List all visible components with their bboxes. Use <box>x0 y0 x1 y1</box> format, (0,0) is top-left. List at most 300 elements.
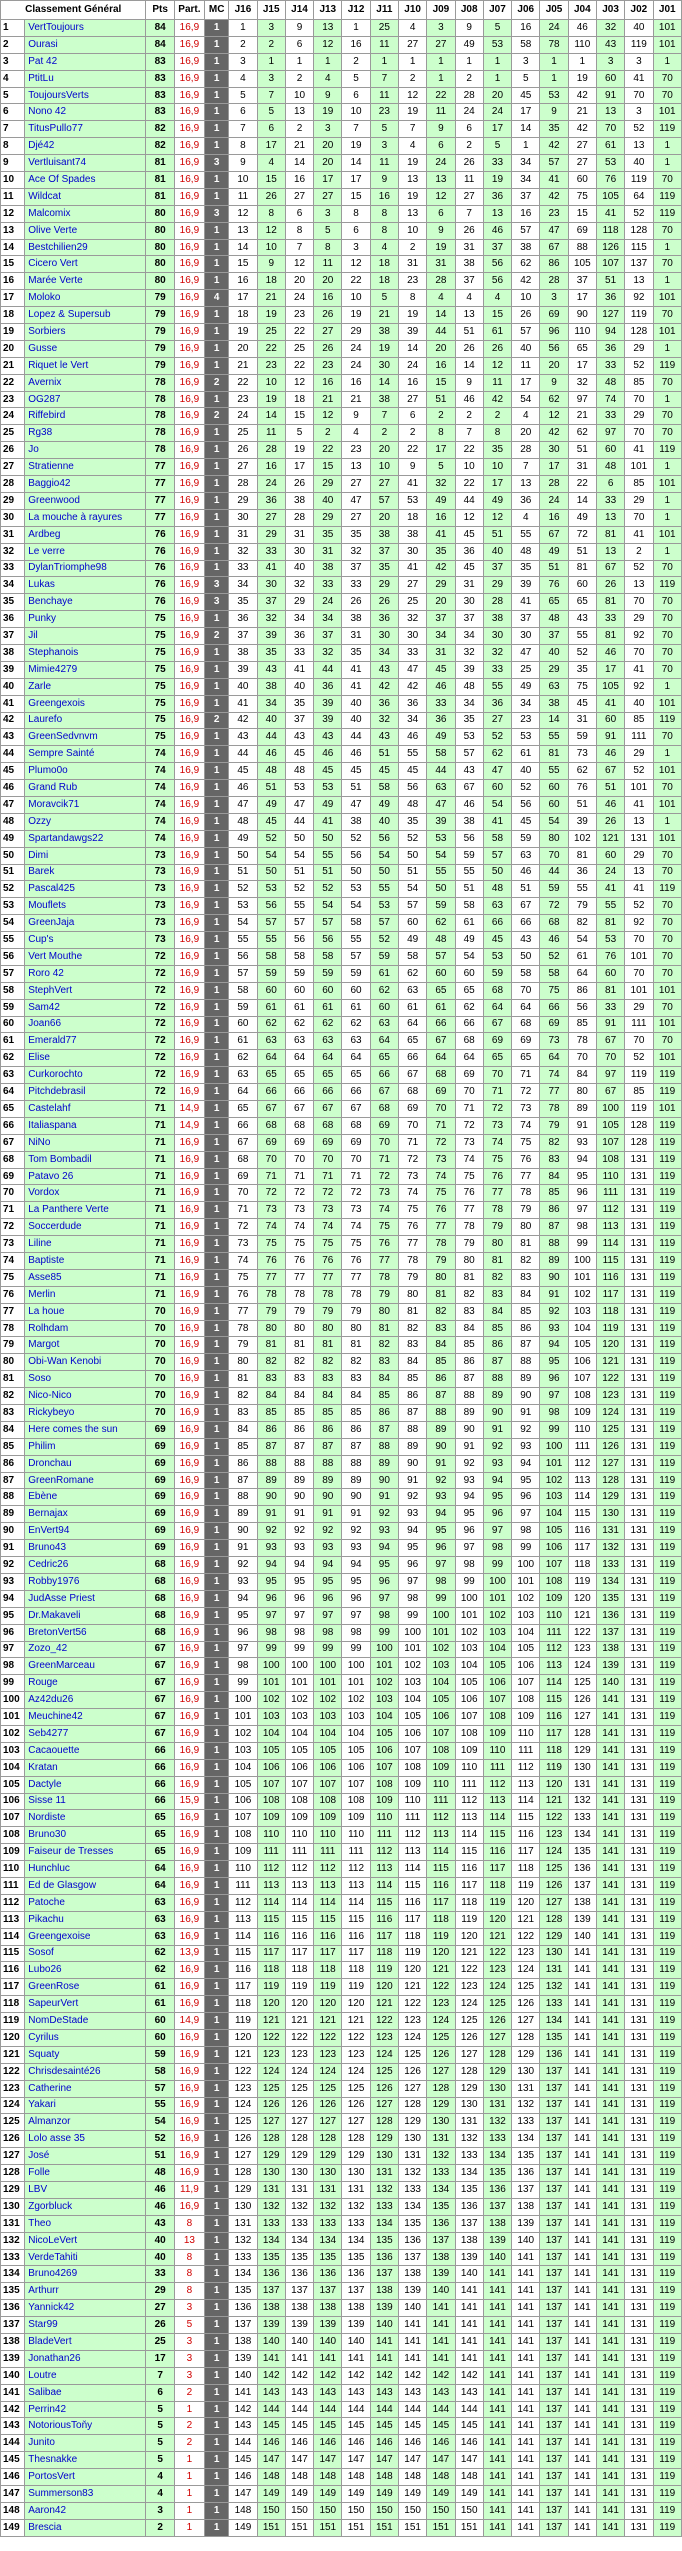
round-rank-cell: 124 <box>342 2063 370 2080</box>
round-rank-cell: 100 <box>455 1590 483 1607</box>
rank-cell: 106 <box>1 1793 25 1810</box>
table-row <box>1 864 682 881</box>
round-rank-cell: 82 <box>483 1269 511 1286</box>
round-rank-cell: 137 <box>540 2080 568 2097</box>
round-rank-cell: 124 <box>596 1405 624 1422</box>
round-rank-cell: 119 <box>653 188 681 205</box>
round-rank-cell: 82 <box>342 1354 370 1371</box>
round-rank-cell: 79 <box>398 1269 426 1286</box>
rank-cell: 33 <box>1 560 25 577</box>
round-rank-cell: 136 <box>455 2198 483 2215</box>
table-row <box>1 2469 682 2486</box>
round-rank-cell: 93 <box>398 1506 426 1523</box>
participation-cell: 16,9 <box>174 999 204 1016</box>
round-rank-cell: 10 <box>257 374 285 391</box>
round-rank-cell: 89 <box>370 1455 398 1472</box>
round-rank-cell: 120 <box>512 1894 540 1911</box>
round-rank-cell: 119 <box>653 1962 681 1979</box>
round-rank-cell: 14 <box>427 307 455 324</box>
round-rank-cell: 105 <box>455 1675 483 1692</box>
round-rank-cell: 115 <box>455 1844 483 1861</box>
round-rank-cell: 98 <box>229 1658 257 1675</box>
round-rank-cell: 137 <box>540 2519 568 2536</box>
round-rank-cell: 20 <box>370 442 398 459</box>
round-rank-cell: 22 <box>568 476 596 493</box>
round-rank-cell: 55 <box>229 932 257 949</box>
round-rank-cell: 104 <box>285 1725 313 1742</box>
round-rank-cell: 72 <box>568 526 596 543</box>
participation-cell: 16,9 <box>174 2080 204 2097</box>
round-rank-cell: 35 <box>455 712 483 729</box>
round-rank-cell: 116 <box>342 1928 370 1945</box>
player-name-cell: Bruno30 <box>25 1827 146 1844</box>
table-row <box>1 2148 682 2165</box>
round-rank-cell: 8 <box>398 290 426 307</box>
mc-cell: 1 <box>205 1421 229 1438</box>
round-rank-cell: 119 <box>625 172 653 189</box>
round-rank-cell: 31 <box>342 628 370 645</box>
participation-cell: 16,9 <box>174 36 204 53</box>
mc-cell: 1 <box>205 1320 229 1337</box>
table-row <box>1 2029 682 2046</box>
round-rank-cell: 68 <box>229 1151 257 1168</box>
round-rank-cell: 132 <box>370 2182 398 2199</box>
round-rank-cell: 128 <box>540 1911 568 1928</box>
round-rank-cell: 107 <box>427 1725 455 1742</box>
participation-cell: 15,9 <box>174 1793 204 1810</box>
round-rank-cell: 132 <box>427 2148 455 2165</box>
round-rank-cell: 6 <box>285 36 313 53</box>
round-rank-cell: 68 <box>257 1117 285 1134</box>
round-rank-cell: 90 <box>398 1455 426 1472</box>
round-rank-cell: 1 <box>653 509 681 526</box>
points-cell: 72 <box>146 982 174 999</box>
round-rank-cell: 125 <box>342 2080 370 2097</box>
round-rank-cell: 142 <box>398 2367 426 2384</box>
round-rank-cell: 94 <box>314 1557 342 1574</box>
round-rank-cell: 42 <box>483 391 511 408</box>
mc-cell: 3 <box>205 594 229 611</box>
header-row <box>1 1 682 20</box>
round-rank-cell: 90 <box>370 1472 398 1489</box>
round-rank-cell: 20 <box>427 340 455 357</box>
round-rank-cell: 55 <box>568 881 596 898</box>
round-rank-cell: 70 <box>653 374 681 391</box>
round-rank-cell: 101 <box>653 982 681 999</box>
round-rank-cell: 9 <box>257 256 285 273</box>
round-rank-cell: 104 <box>398 1692 426 1709</box>
round-rank-cell: 29 <box>314 476 342 493</box>
round-rank-cell: 133 <box>455 2148 483 2165</box>
round-rank-cell: 49 <box>512 678 540 695</box>
round-rank-cell: 33 <box>483 155 511 172</box>
round-rank-cell: 137 <box>540 2165 568 2182</box>
round-rank-cell: 33 <box>314 577 342 594</box>
points-cell: 71 <box>146 1117 174 1134</box>
round-rank-cell: 91 <box>540 1286 568 1303</box>
rank-cell: 51 <box>1 864 25 881</box>
round-rank-cell: 31 <box>285 526 313 543</box>
rank-cell: 82 <box>1 1388 25 1405</box>
round-rank-cell: 45 <box>229 763 257 780</box>
rank-cell: 19 <box>1 324 25 341</box>
round-rank-cell: 37 <box>427 611 455 628</box>
round-rank-cell: 131 <box>483 2097 511 2114</box>
round-rank-cell: 17 <box>427 442 455 459</box>
round-rank-cell: 103 <box>568 1303 596 1320</box>
round-rank-cell: 13 <box>285 104 313 121</box>
round-rank-cell: 94 <box>398 1523 426 1540</box>
round-rank-cell: 139 <box>370 2300 398 2317</box>
round-rank-cell: 95 <box>314 1573 342 1590</box>
round-rank-cell: 16 <box>370 188 398 205</box>
round-rank-cell: 66 <box>229 1117 257 1134</box>
round-rank-cell: 70 <box>653 594 681 611</box>
round-rank-cell: 19 <box>342 307 370 324</box>
round-rank-cell: 81 <box>257 1337 285 1354</box>
mc-cell: 1 <box>205 1371 229 1388</box>
round-rank-cell: 67 <box>596 1033 624 1050</box>
round-rank-cell: 34 <box>455 628 483 645</box>
participation-cell: 16,9 <box>174 374 204 391</box>
round-rank-cell: 31 <box>398 256 426 273</box>
round-rank-cell: 119 <box>653 1709 681 1726</box>
round-rank-cell: 94 <box>455 1489 483 1506</box>
round-rank-cell: 80 <box>285 1320 313 1337</box>
round-rank-cell: 74 <box>512 1117 540 1134</box>
round-rank-cell: 82 <box>398 1320 426 1337</box>
round-rank-cell: 129 <box>427 2097 455 2114</box>
participation-cell: 16,9 <box>174 1861 204 1878</box>
round-rank-cell: 13 <box>427 172 455 189</box>
round-rank-cell: 96 <box>540 324 568 341</box>
round-rank-cell: 149 <box>257 2486 285 2503</box>
round-rank-cell: 131 <box>625 1523 653 1540</box>
round-rank-cell: 70 <box>370 1134 398 1151</box>
round-rank-cell: 76 <box>512 1151 540 1168</box>
round-rank-cell: 92 <box>512 1421 540 1438</box>
round-rank-cell: 101 <box>455 1607 483 1624</box>
round-rank-cell: 19 <box>257 307 285 324</box>
round-rank-cell: 30 <box>370 628 398 645</box>
round-rank-cell: 114 <box>512 1793 540 1810</box>
round-rank-cell: 69 <box>540 1016 568 1033</box>
participation-cell: 16,9 <box>174 915 204 932</box>
round-rank-cell: 3 <box>540 290 568 307</box>
rank-cell: 140 <box>1 2367 25 2384</box>
round-rank-cell: 100 <box>483 1573 511 1590</box>
points-cell: 75 <box>146 695 174 712</box>
round-rank-cell: 103 <box>455 1641 483 1658</box>
table-row <box>1 847 682 864</box>
round-rank-cell: 11 <box>229 188 257 205</box>
round-rank-cell: 137 <box>398 2249 426 2266</box>
round-rank-cell: 62 <box>229 1050 257 1067</box>
round-rank-cell: 107 <box>540 1557 568 1574</box>
round-rank-cell: 141 <box>483 2384 511 2401</box>
player-name-cell: Ace Of Spades <box>25 172 146 189</box>
round-rank-cell: 95 <box>285 1573 313 1590</box>
round-rank-cell: 131 <box>625 2249 653 2266</box>
round-rank-cell: 66 <box>398 1050 426 1067</box>
round-rank-cell: 112 <box>285 1861 313 1878</box>
round-rank-cell: 137 <box>455 2215 483 2232</box>
round-rank-cell: 105 <box>596 678 624 695</box>
rank-cell: 121 <box>1 2046 25 2063</box>
round-rank-cell: 138 <box>596 1641 624 1658</box>
table-row <box>1 273 682 290</box>
round-rank-cell: 38 <box>314 560 342 577</box>
table-row <box>1 543 682 560</box>
table-row <box>1 307 682 324</box>
round-rank-cell: 106 <box>427 1709 455 1726</box>
round-rank-cell: 116 <box>285 1928 313 1945</box>
round-rank-cell: 31 <box>455 577 483 594</box>
round-rank-cell: 132 <box>257 2198 285 2215</box>
round-rank-cell: 30 <box>229 509 257 526</box>
participation-cell: 16,9 <box>174 1016 204 1033</box>
round-rank-cell: 21 <box>314 391 342 408</box>
round-rank-cell: 78 <box>512 1185 540 1202</box>
rank-cell: 134 <box>1 2266 25 2283</box>
round-rank-cell: 23 <box>257 357 285 374</box>
round-rank-cell: 106 <box>370 1742 398 1759</box>
round-rank-cell: 32 <box>370 712 398 729</box>
round-rank-cell: 49 <box>257 796 285 813</box>
points-cell: 74 <box>146 796 174 813</box>
round-rank-cell: 131 <box>625 1489 653 1506</box>
round-rank-cell: 67 <box>540 239 568 256</box>
round-rank-cell: 4 <box>427 290 455 307</box>
rank-cell: 142 <box>1 2401 25 2418</box>
points-cell: 40 <box>146 2232 174 2249</box>
round-rank-cell: 141 <box>596 2469 624 2486</box>
round-rank-cell: 64 <box>342 1050 370 1067</box>
round-rank-cell: 102 <box>257 1692 285 1709</box>
round-rank-cell: 141 <box>568 2502 596 2519</box>
round-rank-cell: 34 <box>398 712 426 729</box>
round-rank-cell: 65 <box>427 982 455 999</box>
round-rank-cell: 4 <box>370 239 398 256</box>
round-rank-cell: 47 <box>342 492 370 509</box>
round-rank-cell: 60 <box>370 999 398 1016</box>
round-rank-cell: 36 <box>229 611 257 628</box>
player-name-cell: Squaty <box>25 2046 146 2063</box>
round-rank-cell: 125 <box>427 2029 455 2046</box>
round-rank-cell: 58 <box>257 948 285 965</box>
points-cell: 70 <box>146 1303 174 1320</box>
rank-cell: 102 <box>1 1725 25 1742</box>
round-rank-cell: 13 <box>512 476 540 493</box>
round-rank-cell: 101 <box>229 1709 257 1726</box>
mc-cell: 1 <box>205 2469 229 2486</box>
rank-cell: 127 <box>1 2148 25 2165</box>
round-rank-cell: 81 <box>596 594 624 611</box>
round-rank-cell: 64 <box>398 1016 426 1033</box>
mc-cell: 1 <box>205 1134 229 1151</box>
round-rank-cell: 25 <box>229 425 257 442</box>
round-rank-cell: 75 <box>370 1219 398 1236</box>
round-rank-cell: 130 <box>568 1759 596 1776</box>
round-rank-cell: 1 <box>653 155 681 172</box>
round-rank-cell: 119 <box>653 1337 681 1354</box>
round-rank-cell: 51 <box>455 881 483 898</box>
round-rank-cell: 119 <box>653 2063 681 2080</box>
round-rank-cell: 126 <box>596 1438 624 1455</box>
round-rank-cell: 51 <box>568 442 596 459</box>
round-rank-cell: 59 <box>257 965 285 982</box>
round-rank-cell: 13 <box>625 273 653 290</box>
round-rank-cell: 134 <box>398 2198 426 2215</box>
round-rank-cell: 58 <box>398 948 426 965</box>
round-rank-cell: 28 <box>512 442 540 459</box>
player-name-cell: La mouche à rayures <box>25 509 146 526</box>
round-rank-cell: 47 <box>512 644 540 661</box>
round-rank-cell: 76 <box>314 1253 342 1270</box>
round-rank-cell: 147 <box>455 2452 483 2469</box>
round-rank-cell: 70 <box>285 1151 313 1168</box>
round-rank-cell: 131 <box>625 1877 653 1894</box>
round-rank-cell: 72 <box>257 1185 285 1202</box>
mc-cell: 1 <box>205 1844 229 1861</box>
round-rank-cell: 42 <box>540 138 568 155</box>
round-rank-cell: 67 <box>314 1101 342 1118</box>
round-rank-cell: 104 <box>370 1709 398 1726</box>
round-rank-cell: 32 <box>314 644 342 661</box>
round-rank-cell: 16 <box>314 374 342 391</box>
round-rank-cell: 8 <box>370 205 398 222</box>
round-rank-cell: 100 <box>596 1101 624 1118</box>
participation-cell: 16,9 <box>174 1911 204 1928</box>
participation-cell: 16,9 <box>174 340 204 357</box>
round-rank-cell: 70 <box>653 965 681 982</box>
player-name-cell: BladeVert <box>25 2334 146 2351</box>
round-rank-cell: 88 <box>370 1438 398 1455</box>
round-rank-cell: 137 <box>540 2502 568 2519</box>
player-name-cell: Rouge <box>25 1675 146 1692</box>
round-rank-cell: 130 <box>512 2063 540 2080</box>
rank-cell: 36 <box>1 611 25 628</box>
round-rank-cell: 84 <box>398 1354 426 1371</box>
round-rank-cell: 99 <box>427 1590 455 1607</box>
participation-cell: 16,9 <box>174 1725 204 1742</box>
round-rank-cell: 128 <box>512 2029 540 2046</box>
round-rank-cell: 103 <box>540 1489 568 1506</box>
round-rank-cell: 128 <box>229 2165 257 2182</box>
round-rank-cell: 119 <box>653 1219 681 1236</box>
round-rank-cell: 110 <box>540 1607 568 1624</box>
round-rank-cell: 13 <box>455 307 483 324</box>
round-rank-cell: 49 <box>427 729 455 746</box>
table-row <box>1 324 682 341</box>
rank-cell: 144 <box>1 2435 25 2452</box>
table-row <box>1 1489 682 1506</box>
round-rank-cell: 128 <box>398 2097 426 2114</box>
rank-cell: 77 <box>1 1303 25 1320</box>
mc-cell: 1 <box>205 2334 229 2351</box>
participation-cell: 16,9 <box>174 526 204 543</box>
player-name-cell: Thesnakke <box>25 2452 146 2469</box>
round-rank-cell: 41 <box>625 661 653 678</box>
round-rank-cell: 57 <box>483 847 511 864</box>
round-rank-cell: 131 <box>512 2080 540 2097</box>
participation-cell: 3 <box>174 2334 204 2351</box>
round-rank-cell: 3 <box>427 20 455 37</box>
round-rank-cell: 119 <box>653 2283 681 2300</box>
table-row <box>1 982 682 999</box>
mc-cell: 1 <box>205 864 229 881</box>
round-rank-cell: 83 <box>229 1405 257 1422</box>
round-rank-cell: 12 <box>540 408 568 425</box>
mc-cell: 1 <box>205 2401 229 2418</box>
participation-cell: 16,9 <box>174 1877 204 1894</box>
round-rank-cell: 131 <box>625 1979 653 1996</box>
round-rank-cell: 38 <box>342 611 370 628</box>
round-rank-cell: 111 <box>483 1759 511 1776</box>
round-rank-cell: 55 <box>568 628 596 645</box>
round-rank-cell: 72 <box>512 1084 540 1101</box>
round-rank-cell: 96 <box>427 1540 455 1557</box>
round-rank-cell: 59 <box>455 847 483 864</box>
round-rank-cell: 89 <box>512 1371 540 1388</box>
round-rank-cell: 70 <box>653 661 681 678</box>
round-rank-cell: 66 <box>512 915 540 932</box>
round-rank-cell: 71 <box>455 1101 483 1118</box>
round-rank-cell: 63 <box>540 678 568 695</box>
table-row <box>1 1827 682 1844</box>
points-cell: 67 <box>146 1641 174 1658</box>
round-rank-cell: 113 <box>398 1844 426 1861</box>
round-rank-cell: 119 <box>653 2148 681 2165</box>
round-rank-cell: 123 <box>314 2046 342 2063</box>
round-rank-cell: 53 <box>398 492 426 509</box>
round-rank-cell: 105 <box>229 1776 257 1793</box>
round-rank-cell: 119 <box>653 1523 681 1540</box>
round-rank-cell: 117 <box>370 1928 398 1945</box>
table-row <box>1 526 682 543</box>
round-rank-cell: 131 <box>625 1742 653 1759</box>
round-rank-cell: 27 <box>568 155 596 172</box>
round-rank-cell: 88 <box>540 1236 568 1253</box>
round-rank-cell: 147 <box>285 2452 313 2469</box>
round-rank-cell: 99 <box>540 1421 568 1438</box>
round-rank-cell: 29 <box>342 324 370 341</box>
round-rank-cell: 67 <box>596 560 624 577</box>
round-rank-cell: 80 <box>427 1269 455 1286</box>
round-rank-cell: 68 <box>398 1084 426 1101</box>
round-rank-cell: 134 <box>568 1827 596 1844</box>
mc-cell: 3 <box>205 205 229 222</box>
round-rank-cell: 39 <box>314 712 342 729</box>
round-rank-cell: 119 <box>653 1151 681 1168</box>
round-rank-cell: 148 <box>455 2469 483 2486</box>
round-rank-cell: 130 <box>596 1506 624 1523</box>
points-cell: 46 <box>146 2198 174 2215</box>
table-row <box>1 2097 682 2114</box>
round-rank-cell: 101 <box>625 948 653 965</box>
round-rank-cell: 101 <box>653 104 681 121</box>
round-rank-cell: 38 <box>229 644 257 661</box>
player-name-cell: Ed de Glasgow <box>25 1877 146 1894</box>
round-rank-cell: 31 <box>427 644 455 661</box>
player-name-cell: Almanzor <box>25 2114 146 2131</box>
rank-cell: 149 <box>1 2519 25 2536</box>
round-rank-cell: 46 <box>229 780 257 797</box>
round-rank-cell: 119 <box>653 2401 681 2418</box>
round-rank-cell: 137 <box>540 2317 568 2334</box>
player-name-cell: Rolhdam <box>25 1320 146 1337</box>
points-cell: 78 <box>146 374 174 391</box>
